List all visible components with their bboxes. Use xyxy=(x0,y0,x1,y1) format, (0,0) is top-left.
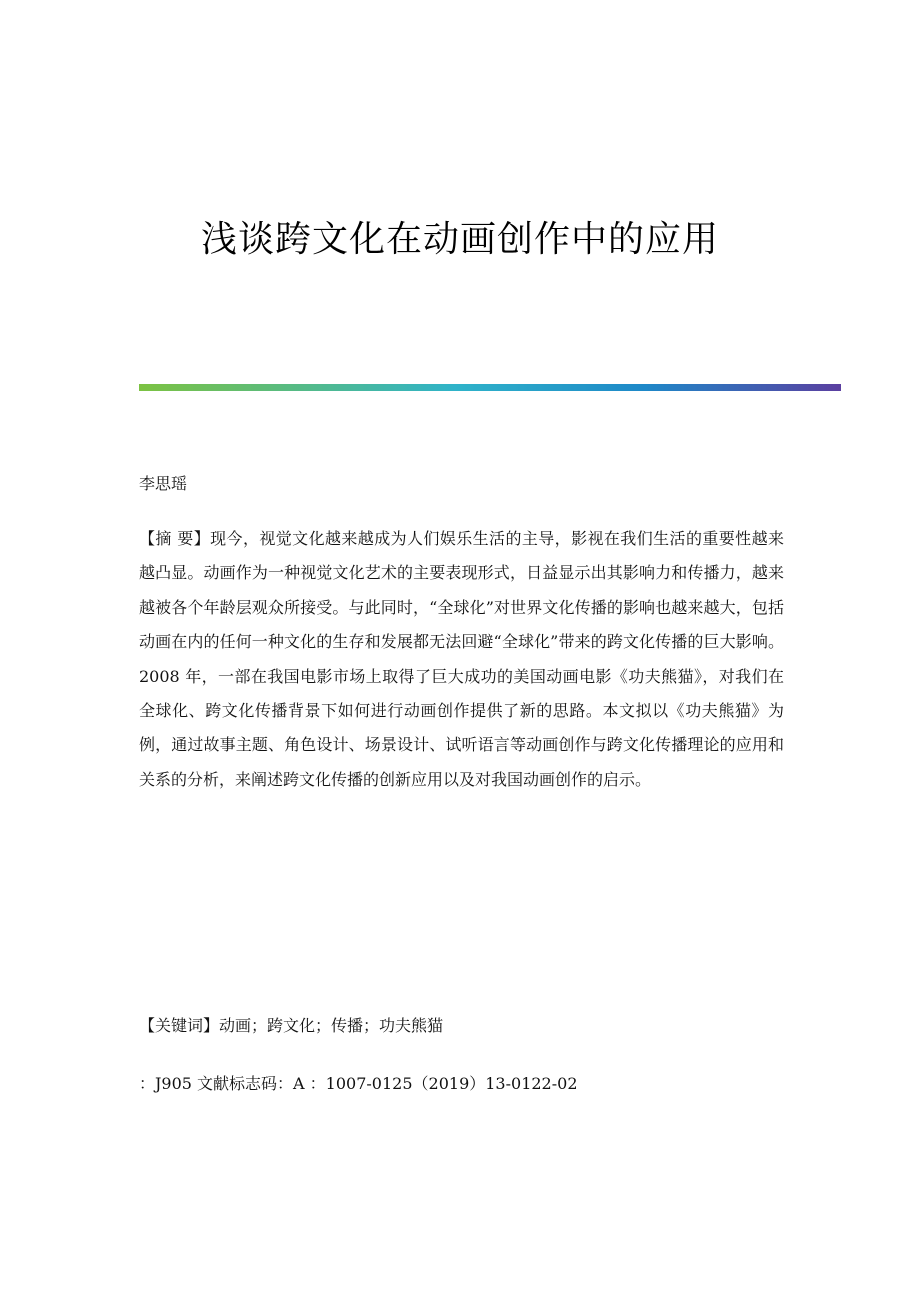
document-title: 浅谈跨文化在动画创作中的应用 xyxy=(200,219,719,260)
abstract-paragraph xyxy=(139,522,784,797)
keywords-text: 动画；跨文化；传播；功夫熊猫 xyxy=(219,1016,444,1035)
keywords-label: 【关键词】 xyxy=(139,1016,220,1035)
author-name: 李思瑶 xyxy=(139,474,188,493)
keywords-line xyxy=(139,1012,443,1040)
title-divider xyxy=(139,384,841,391)
classification-line: ：J905 文献标志码：A ：1007-0125（2019）13-0122-02 xyxy=(139,1074,578,1093)
abstract-text: 现今，视觉文化越来越成为人们娱乐生活的主导，影视在我们生活的重要性越来越凸显。动画作为一种视觉文化艺术的主要表现形式，日益显示出其影响力和传播力，越来越被各个年龄层观众所接受。与此同时，“全球化”对世界文化传播的影响也越来越大，包括动画在内的任何一种文化的生存和发展都无法回避“全球化”带来的跨文化传播的巨大影响。2008 年，一部在我国电影市场上取得了巨大成功的美国动画电影《功夫熊猫》，对我们在全球化、跨文化传播背景下如何进行动画创作提供了新的思路。本文拟以《功夫熊猫》为例，通过故事主题、角色设计、场景设计、试听语言等动画创作与跨文化传播理论的应用和关系的分析，来阐述跨文化传播的创新应用以及对我国动画创作的启示。 xyxy=(139,529,784,789)
abstract-label: 【摘 要】 xyxy=(139,529,211,548)
